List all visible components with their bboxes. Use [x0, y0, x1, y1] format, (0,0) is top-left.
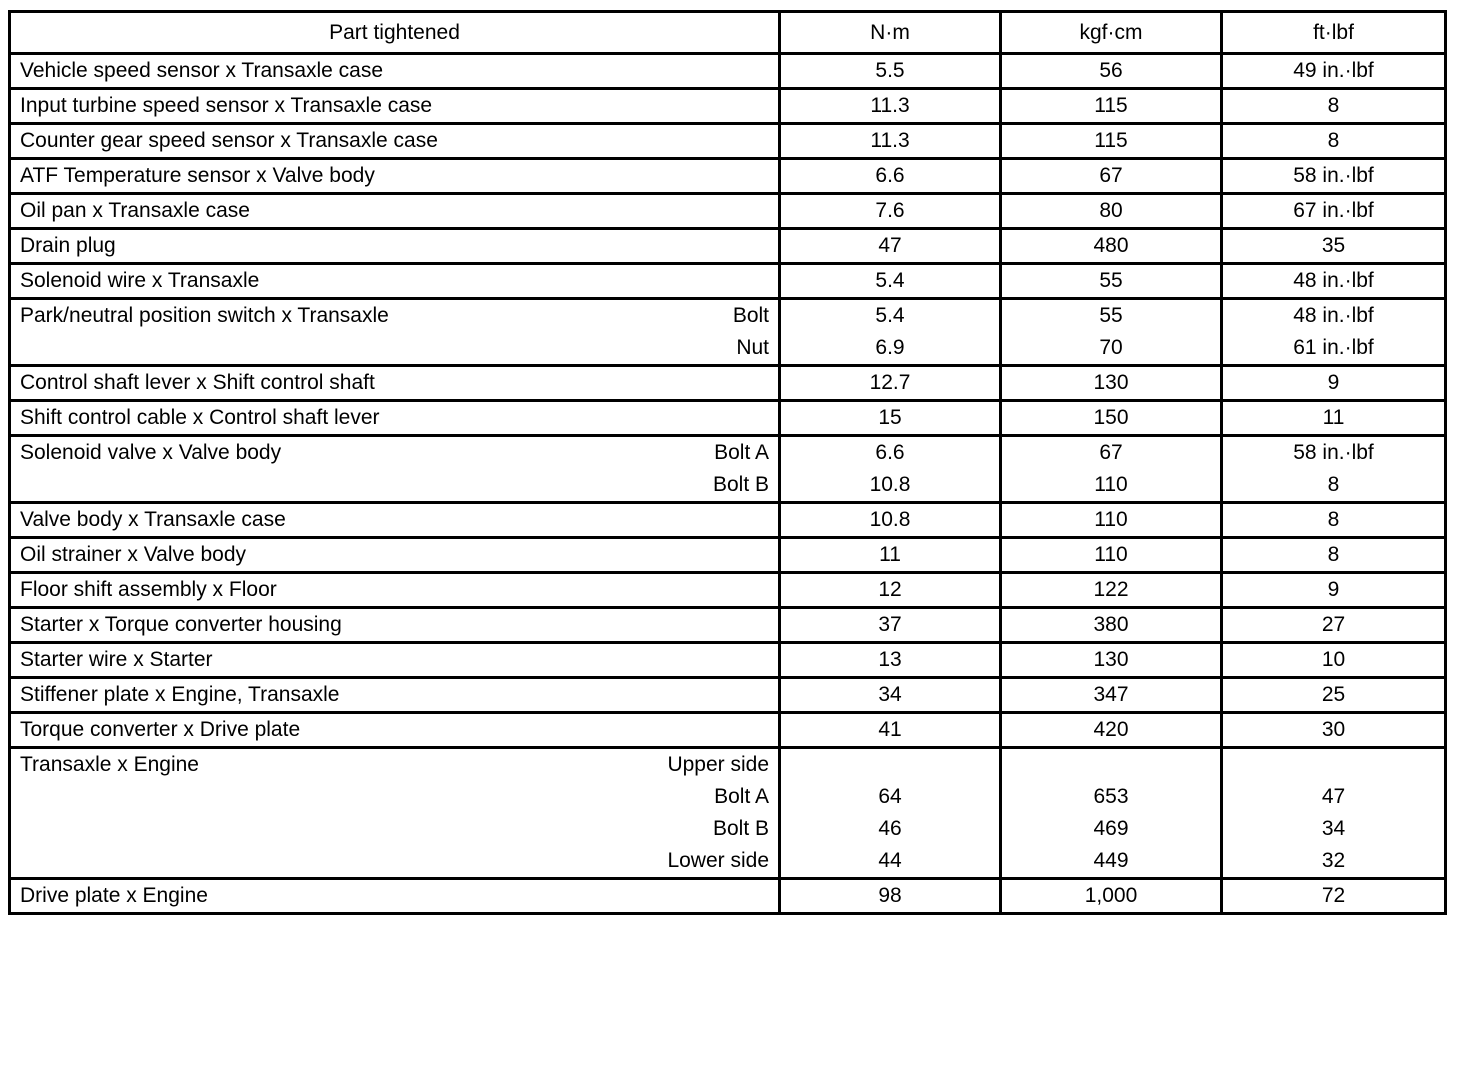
table-row: [10, 299, 1446, 366]
nm-value: 10.8: [869, 508, 911, 531]
table-row: [10, 54, 1446, 89]
kgf-cm-value: 347: [1093, 683, 1129, 706]
part-cell: [10, 89, 780, 124]
part-name: Starter x Torque converter housing: [20, 613, 342, 636]
nm-value: 47: [878, 234, 902, 257]
nm-value: 11.3: [870, 129, 910, 152]
table-row: [10, 879, 1446, 914]
kgf-cm-value: 480: [1093, 234, 1129, 257]
part-line: [11, 679, 778, 711]
kgf-cm-value: 55: [1099, 304, 1123, 327]
nm-cell: [780, 54, 1001, 89]
ft-lbf-cell: [1222, 678, 1446, 713]
kgf-cm-cell: [1001, 194, 1222, 229]
nm-cell: [780, 436, 1001, 503]
nm-cell: [780, 713, 1001, 748]
part-line: [11, 265, 778, 297]
ft-lbf-value: 49 in.·lbf: [1293, 59, 1374, 82]
ft-lbf-cell: [1222, 366, 1446, 401]
ft-lbf-value: 34: [1321, 817, 1346, 840]
part-name: [20, 813, 713, 845]
ft-lbf-cell: [1222, 436, 1446, 503]
part-line: [11, 880, 778, 912]
ft-lbf-value: 25: [1321, 683, 1346, 706]
table-row: [10, 229, 1446, 264]
part-name: Valve body x Transaxle case: [20, 508, 286, 531]
header-nm: N·m: [780, 12, 1001, 54]
nm-cell: [780, 229, 1001, 264]
nm-cell: [780, 748, 1001, 879]
part-name: Vehicle speed sensor x Transaxle case: [20, 59, 384, 82]
ft-lbf-value: 11: [1322, 406, 1345, 429]
part-cell: [10, 608, 780, 643]
kgf-cm-cell: [1001, 366, 1222, 401]
part-cell: [10, 366, 780, 401]
ft-lbf-value: 30: [1321, 718, 1346, 741]
part-line: [11, 714, 778, 746]
ft-lbf-cell: [1222, 879, 1446, 914]
nm-value: 11: [879, 543, 901, 566]
part-cell: [10, 503, 780, 538]
table-row: [10, 124, 1446, 159]
nm-value: 12: [878, 578, 902, 601]
kgf-cm-value: 653: [1093, 785, 1129, 808]
part-line: [11, 609, 778, 641]
ft-lbf-cell: [1222, 89, 1446, 124]
table-row: [10, 436, 1446, 503]
nm-value: 44: [878, 849, 902, 872]
part-cell: [10, 299, 780, 366]
ft-lbf-cell: [1222, 159, 1446, 194]
ft-lbf-value: 58 in.·lbf: [1293, 441, 1374, 464]
part-line: [11, 539, 778, 571]
ft-lbf-value: 8: [1327, 508, 1340, 531]
ft-lbf-value: 48 in.·lbf: [1293, 269, 1374, 292]
part-line: [11, 469, 778, 501]
part-name: Drain plug: [20, 234, 116, 257]
nm-cell: [780, 264, 1001, 299]
table-row: [10, 643, 1446, 678]
ft-lbf-cell: [1222, 608, 1446, 643]
nm-value: 6.9: [875, 336, 905, 359]
ft-lbf-value: 27: [1321, 613, 1346, 636]
part-sub-label: Lower side: [667, 849, 769, 872]
part-cell: [10, 401, 780, 436]
ft-lbf-cell: [1222, 503, 1446, 538]
kgf-cm-value: 110: [1094, 543, 1128, 566]
kgf-cm-value: 67: [1099, 441, 1123, 464]
part-line: [11, 749, 778, 781]
part-name: Solenoid wire x Transaxle: [20, 269, 260, 292]
part-name: Oil pan x Transaxle case: [20, 199, 250, 222]
ft-lbf-value: 8: [1327, 473, 1340, 496]
part-line: [11, 845, 778, 877]
nm-cell: [780, 366, 1001, 401]
part-name: Oil strainer x Valve body: [20, 543, 247, 566]
ft-lbf-cell: [1222, 748, 1446, 879]
table-body: [10, 54, 1446, 914]
part-line: [11, 300, 778, 332]
part-cell: [10, 54, 780, 89]
part-line: [11, 160, 778, 192]
part-sub-label: Bolt B: [712, 817, 769, 840]
kgf-cm-value: 1,000: [1084, 884, 1138, 907]
part-name: Torque converter x Drive plate: [20, 718, 301, 741]
ft-lbf-cell: [1222, 401, 1446, 436]
part-cell: [10, 436, 780, 503]
ft-lbf-value: 10: [1321, 648, 1346, 671]
nm-value: 5.4: [875, 304, 905, 327]
kgf-cm-cell: [1001, 89, 1222, 124]
part-cell: [10, 678, 780, 713]
ft-lbf-value: 8: [1327, 543, 1340, 566]
kgf-cm-cell: [1001, 713, 1222, 748]
ft-lbf-cell: [1222, 299, 1446, 366]
nm-value: 7.6: [875, 199, 905, 222]
nm-value: 64: [878, 785, 902, 808]
part-sub-label: Bolt A: [714, 441, 769, 464]
nm-value: 37: [878, 613, 902, 636]
table-row: [10, 748, 1446, 879]
nm-value: 41: [878, 718, 902, 741]
ft-lbf-cell: [1222, 264, 1446, 299]
ft-lbf-value: 58 in.·lbf: [1293, 164, 1374, 187]
ft-lbf-cell: [1222, 124, 1446, 159]
ft-lbf-value: 9: [1327, 578, 1340, 601]
nm-cell: [780, 299, 1001, 366]
ft-lbf-value: 61 in.·lbf: [1293, 336, 1374, 359]
table-row: [10, 538, 1446, 573]
table-row: [10, 159, 1446, 194]
kgf-cm-cell: [1001, 503, 1222, 538]
part-name: [20, 332, 736, 364]
kgf-cm-value: 115: [1094, 129, 1128, 152]
part-name: [20, 781, 714, 813]
nm-cell: [780, 879, 1001, 914]
part-line: [11, 437, 778, 469]
nm-cell: [780, 401, 1001, 436]
table-row: [10, 678, 1446, 713]
ft-lbf-value: 8: [1327, 129, 1340, 152]
nm-value: 5.4: [875, 269, 905, 292]
nm-cell: [780, 538, 1001, 573]
part-name: Counter gear speed sensor x Transaxle case: [20, 129, 438, 152]
kgf-cm-value: 469: [1093, 817, 1129, 840]
kgf-cm-value: 380: [1093, 613, 1129, 636]
part-cell: [10, 748, 780, 879]
part-name: Solenoid valve x Valve body: [20, 441, 282, 464]
nm-value: 6.6: [875, 441, 905, 464]
nm-value: 12.7: [869, 371, 911, 394]
kgf-cm-cell: [1001, 678, 1222, 713]
part-name: [20, 469, 713, 501]
ft-lbf-cell: [1222, 573, 1446, 608]
kgf-cm-value: [1002, 749, 1220, 781]
nm-value: [781, 749, 999, 781]
part-sub-label: Bolt B: [712, 473, 769, 496]
nm-cell: [780, 159, 1001, 194]
kgf-cm-value: 55: [1099, 269, 1123, 292]
ft-lbf-value: 47: [1321, 785, 1346, 808]
kgf-cm-cell: [1001, 748, 1222, 879]
nm-cell: [780, 573, 1001, 608]
part-cell: [10, 159, 780, 194]
part-line: [11, 230, 778, 262]
part-cell: [10, 229, 780, 264]
nm-cell: [780, 124, 1001, 159]
header-row: [10, 12, 1446, 54]
part-sub-label: Bolt: [732, 304, 769, 327]
nm-cell: [780, 194, 1001, 229]
part-sub-label: Nut: [736, 336, 769, 359]
table-row: [10, 573, 1446, 608]
ft-lbf-cell: [1222, 54, 1446, 89]
kgf-cm-value: 130: [1093, 371, 1129, 394]
part-cell: [10, 713, 780, 748]
nm-cell: [780, 89, 1001, 124]
ft-lbf-value: 32: [1321, 849, 1346, 872]
kgf-cm-cell: [1001, 436, 1222, 503]
kgf-cm-cell: [1001, 229, 1222, 264]
part-line: [11, 55, 778, 87]
table-row: [10, 401, 1446, 436]
kgf-cm-cell: [1001, 299, 1222, 366]
kgf-cm-value: 130: [1093, 648, 1129, 671]
kgf-cm-value: 122: [1093, 578, 1129, 601]
kgf-cm-value: 115: [1094, 94, 1128, 117]
part-sub-label: Upper side: [667, 753, 769, 776]
part-line: [11, 781, 778, 813]
nm-value: 10.8: [869, 473, 911, 496]
ft-lbf-value: 8: [1327, 94, 1340, 117]
kgf-cm-value: 70: [1099, 336, 1123, 359]
kgf-cm-value: 110: [1094, 508, 1128, 531]
part-line: [11, 574, 778, 606]
part-name: Park/neutral position switch x Transaxle: [20, 304, 389, 327]
kgf-cm-cell: [1001, 159, 1222, 194]
part-cell: [10, 194, 780, 229]
nm-value: 46: [878, 817, 902, 840]
kgf-cm-value: 420: [1093, 718, 1129, 741]
part-cell: [10, 538, 780, 573]
part-line: [11, 367, 778, 399]
nm-cell: [780, 608, 1001, 643]
kgf-cm-value: 110: [1094, 473, 1128, 496]
part-line: [11, 504, 778, 536]
ft-lbf-value: 67 in.·lbf: [1293, 199, 1374, 222]
part-name: Stiffener plate x Engine, Transaxle: [20, 683, 340, 706]
ft-lbf-cell: [1222, 194, 1446, 229]
part-name: [20, 845, 667, 877]
ft-lbf-value: 9: [1327, 371, 1340, 394]
nm-value: 6.6: [875, 164, 905, 187]
torque-specification-table: [8, 10, 1447, 915]
ft-lbf-value: 72: [1321, 884, 1346, 907]
part-sub-label: Bolt A: [714, 785, 769, 808]
part-line: [11, 125, 778, 157]
part-cell: [10, 573, 780, 608]
kgf-cm-cell: [1001, 264, 1222, 299]
part-name: Input turbine speed sensor x Transaxle case: [20, 94, 433, 117]
part-cell: [10, 643, 780, 678]
ft-lbf-value: [1223, 749, 1444, 781]
part-name: Starter wire x Starter: [20, 648, 213, 671]
part-line: [11, 90, 778, 122]
part-line: [11, 195, 778, 227]
table-row: [10, 194, 1446, 229]
nm-value: 13: [878, 648, 902, 671]
kgf-cm-cell: [1001, 54, 1222, 89]
kgf-cm-cell: [1001, 643, 1222, 678]
table-row: [10, 503, 1446, 538]
table-row: [10, 713, 1446, 748]
kgf-cm-cell: [1001, 879, 1222, 914]
ft-lbf-cell: [1222, 538, 1446, 573]
table-row: [10, 608, 1446, 643]
kgf-cm-value: 56: [1099, 59, 1123, 82]
part-cell: [10, 264, 780, 299]
nm-cell: [780, 503, 1001, 538]
table-row: [10, 89, 1446, 124]
part-name: Shift control cable x Control shaft lever: [20, 406, 380, 429]
part-line: [11, 813, 778, 845]
table-row: [10, 264, 1446, 299]
nm-value: 11.3: [870, 94, 910, 117]
part-name: Transaxle x Engine: [20, 753, 199, 776]
part-name: ATF Temperature sensor x Valve body: [20, 164, 375, 187]
part-cell: [10, 879, 780, 914]
ft-lbf-value: 48 in.·lbf: [1293, 304, 1374, 327]
kgf-cm-cell: [1001, 608, 1222, 643]
kgf-cm-cell: [1001, 124, 1222, 159]
ft-lbf-value: 35: [1321, 234, 1346, 257]
table-row: [10, 366, 1446, 401]
nm-value: 98: [878, 884, 902, 907]
part-line: [11, 402, 778, 434]
kgf-cm-cell: [1001, 573, 1222, 608]
part-name: Drive plate x Engine: [20, 884, 208, 907]
kgf-cm-value: 80: [1099, 199, 1123, 222]
nm-cell: [780, 643, 1001, 678]
header-ft-lbf: ft·lbf: [1222, 12, 1446, 54]
kgf-cm-value: 449: [1093, 849, 1129, 872]
ft-lbf-cell: [1222, 229, 1446, 264]
nm-value: 5.5: [875, 59, 905, 82]
part-name: Floor shift assembly x Floor: [20, 578, 277, 601]
part-name: Control shaft lever x Shift control shaft: [20, 371, 375, 394]
kgf-cm-cell: [1001, 538, 1222, 573]
nm-value: 34: [878, 683, 902, 706]
nm-cell: [780, 678, 1001, 713]
part-line: [11, 332, 778, 364]
nm-value: 15: [878, 406, 902, 429]
part-cell: [10, 124, 780, 159]
kgf-cm-cell: [1001, 401, 1222, 436]
ft-lbf-cell: [1222, 643, 1446, 678]
kgf-cm-value: 67: [1099, 164, 1123, 187]
kgf-cm-value: 150: [1093, 406, 1129, 429]
header-part-tightened: Part tightened: [10, 12, 780, 54]
part-line: [11, 644, 778, 676]
header-kgf-cm: kgf·cm: [1001, 12, 1222, 54]
ft-lbf-cell: [1222, 713, 1446, 748]
